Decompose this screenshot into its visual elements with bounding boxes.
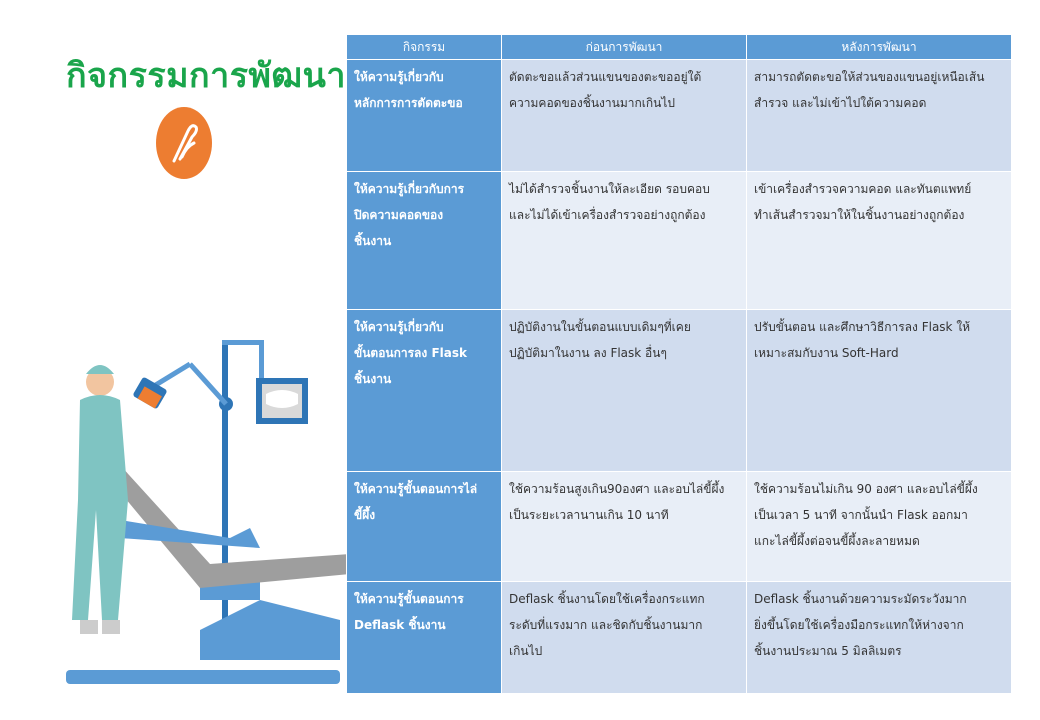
after-cell: เข้าเครื่องสำรวจความคอด และทันตแพทย์ ทำเส้นสำรวจมาให้ในชิ้นงานอย่างถูกต้อง [747, 172, 1012, 310]
activity-cell: ให้ความรู้เกี่ยวกับ หลักการการตัดตะขอ [347, 60, 502, 172]
table-header-row [347, 35, 1012, 60]
after-cell: ใช้ความร้อนไม่เกิน 90 องศา และอบไล่ขี้ผึ้ง เป็นเวลา 5 นาที จากนั้นนำ Flask ออกมา แกะไล่ขี้ผึ้งต่อจนขี้ผึ้งละลายหมด [747, 472, 1012, 582]
after-cell: สามารถตัดตะขอให้ส่วนของแขนอยู่เหนือเส้น สำรวจ และไม่เข้าไปใต้ความคอด [747, 60, 1012, 172]
before-cell: ไม่ได้สำรวจชิ้นงานให้ละเอียด รอบคอบ และไม่ได้เข้าเครื่องสำรวจอย่างถูกต้อง [502, 172, 747, 310]
table-row [347, 60, 1012, 172]
activity-cell: ให้ความรู้เกี่ยวกับการ ปิดความคอดของ ชิ้นงาน [347, 172, 502, 310]
dental-tool-badge [156, 107, 212, 179]
dental-tool-icon [156, 107, 212, 179]
floor-bar [66, 670, 340, 684]
before-cell: ใช้ความร้อนสูงเกิน90องศา และอบไล่ขี้ผึ้ง เป็นระยะเวลานานเกิน 10 นาที [502, 472, 747, 582]
after-cell: ปรับขั้นตอน และศึกษาวิธีการลง Flask ให้ เหมาะสมกับงาน Soft-Hard [747, 310, 1012, 472]
activity-cell: ให้ความรู้ขั้นตอนการ Deflask ชิ้นงาน [347, 582, 502, 694]
before-cell: ตัดตะขอแล้วส่วนแขนของตะขออยู่ใต้ ความคอดของชิ้นงานมากเกินไป [502, 60, 747, 172]
dentist-illustration [50, 330, 350, 694]
table-row [347, 310, 1012, 472]
page-title: กิจกรรมการพัฒนา [66, 56, 346, 96]
after-cell: Deflask ชิ้นงานด้วยความระมัดระวังมาก ยิ่งขึ้นโดยใช้เครื่องมือกระแทกให้ห่างจาก ชิ้นงานประมาณ 5 มิลลิเมตร [747, 582, 1012, 694]
activity-cell: ให้ความรู้เกี่ยวกับ ขั้นตอนการลง Flask ชิ้นงาน [347, 310, 502, 472]
table-row [347, 582, 1012, 694]
header-before: ก่อนการพัฒนา [502, 35, 747, 60]
header-after: หลังการพัฒนา [747, 35, 1012, 60]
activity-cell: ให้ความรู้ขั้นตอนการไล่ ขี้ผึ้ง [347, 472, 502, 582]
before-cell: Deflask ชิ้นงานโดยใช้เครื่องกระแทก ระดับที่แรงมาก และชิดกับชิ้นงานมาก เกินไป [502, 582, 747, 694]
table-row [347, 172, 1012, 310]
table-row [347, 472, 1012, 582]
before-cell: ปฏิบัติงานในขั้นตอนแบบเดิมๆที่เคย ปฏิบัติมาในงาน ลง Flask อื่นๆ [502, 310, 747, 472]
header-activity: กิจกรรม [347, 35, 502, 60]
activity-table [346, 34, 1012, 694]
